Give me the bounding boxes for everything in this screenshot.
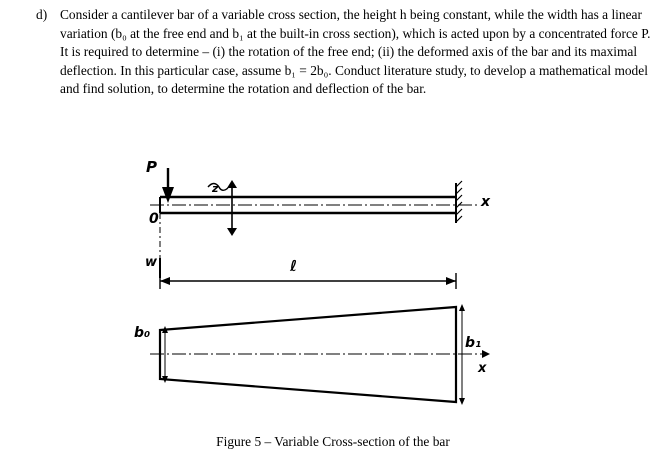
- deflection-axis-label: w: [145, 255, 158, 270]
- plan-axis-arrow: [482, 350, 490, 358]
- width-fixed-label: b₁: [465, 335, 482, 351]
- length-dimension: [160, 273, 456, 289]
- section-mark-label: z: [212, 182, 219, 195]
- figure-caption: Figure 5 – Variable Cross-section of the bar: [216, 434, 450, 449]
- axis-x-label-top: x: [481, 194, 491, 210]
- fixed-support: [456, 181, 462, 223]
- width-free-label: b₀: [134, 325, 151, 341]
- problem-marker: d): [36, 7, 48, 22]
- problem-text: Consider a cantilever bar of a variable cross section, the height h being constant, while the width has a linear variation (b₀ at the free end and b₁ at the built-in cross section), which is acted upon by a concentrated force P. It is required to determine – (i) the rotation of the free end; (ii) the deformed axis of the bar and its maximal deflection. In this particular case, assume b₁ = 2b₀. Conduct literature study, to develop a mathematical model and find solution, to determine the rotation and deflection of the bar.: [60, 7, 651, 97]
- origin-label: 0: [149, 211, 159, 227]
- force-label: P: [146, 158, 157, 176]
- axis-x-label-bottom: x: [478, 361, 487, 376]
- length-label: ℓ: [290, 257, 298, 275]
